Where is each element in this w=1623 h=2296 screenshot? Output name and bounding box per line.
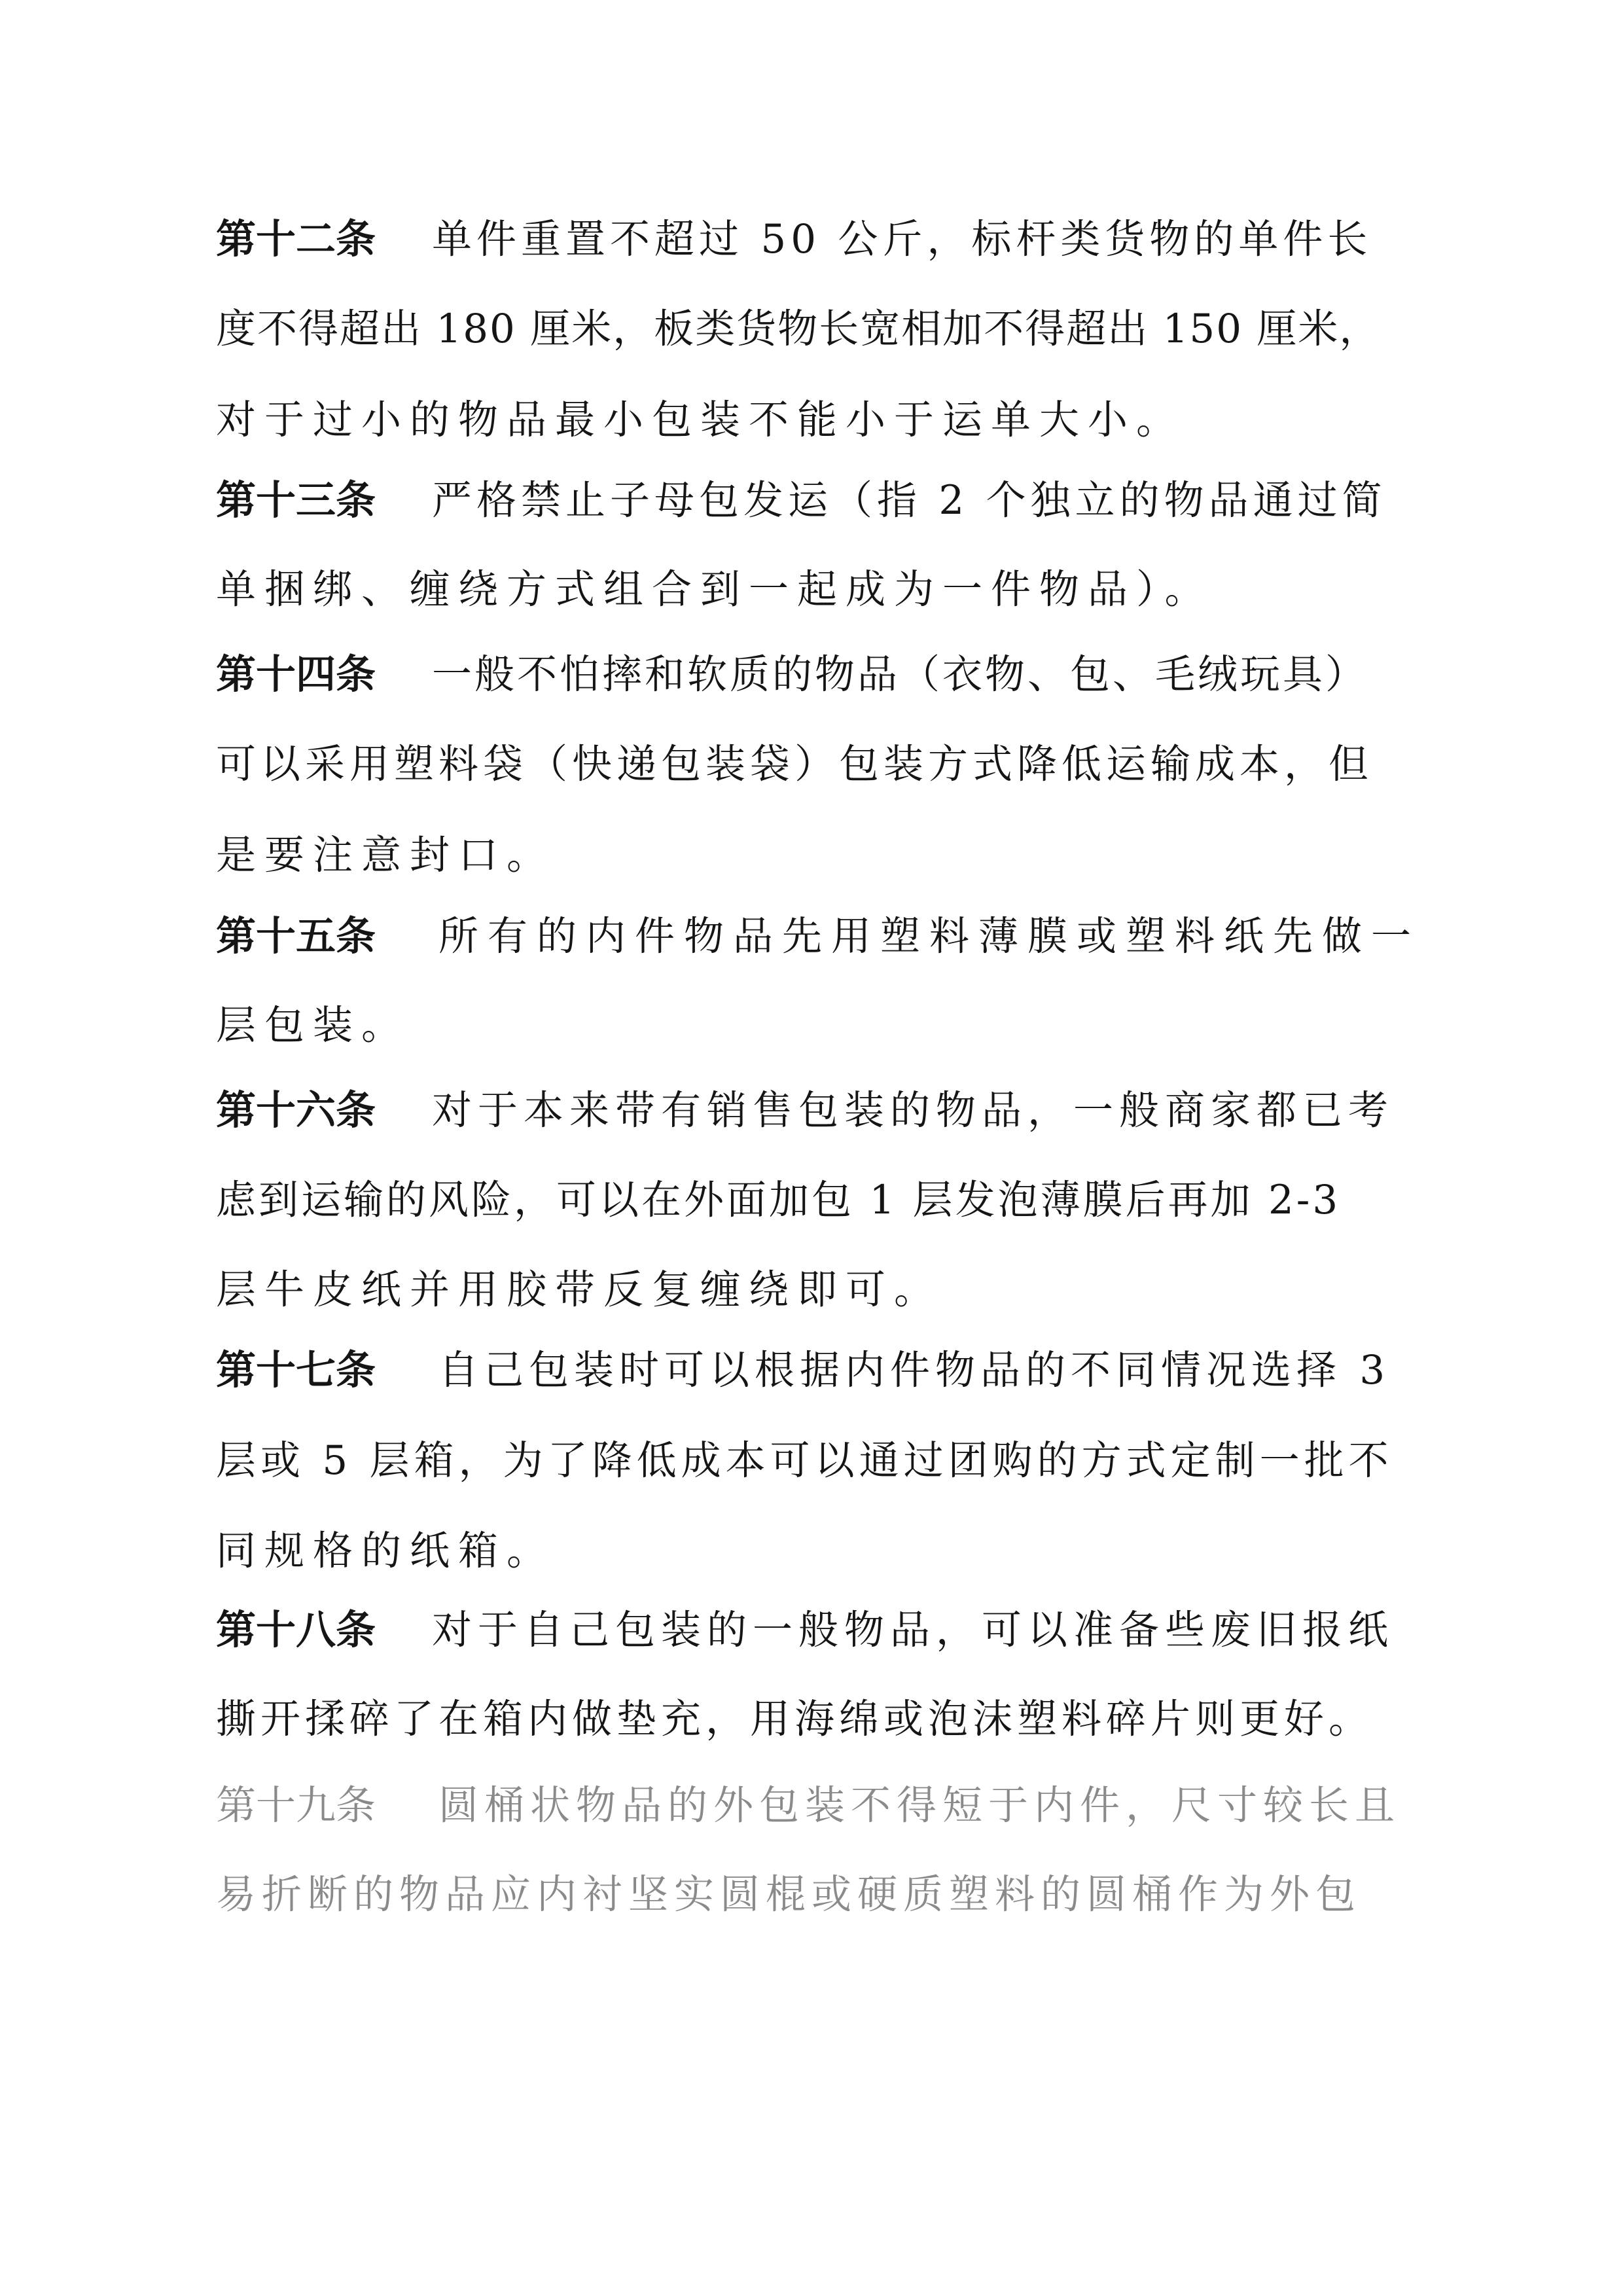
article-15 (216, 913, 1421, 1054)
article-17-line-1: 自己包装时可以根据内件物品的不同情况选择 3 (438, 1347, 1391, 1393)
article-13-line-1: 严格禁止子母包发运（指 2 个独立的物品通过简 (432, 477, 1387, 524)
article-14-label: 第十四条 (216, 651, 376, 698)
article-14-line-3: 是要注意封口。 (216, 832, 556, 878)
article-14-line-2: 可以采用塑料袋（快递包装袋）包装方式降低运输成本，但 (216, 741, 1374, 787)
article-17-line-3: 同规格的纸箱。 (216, 1528, 556, 1574)
article-18 (216, 1607, 1395, 1748)
article-12-label: 第十二条 (216, 216, 376, 262)
article-16-line-1: 对于本来带有销售包装的物品，一般商家都已考 (432, 1087, 1395, 1134)
article-19 (216, 1782, 1401, 1923)
article-18-label: 第十八条 (216, 1607, 376, 1653)
article-17-label: 第十七条 (216, 1347, 376, 1393)
article-19-line-2: 易折断的物品应内衬坚实圆棍或硬质塑料的圆桶作为外包 (216, 1871, 1362, 1918)
article-13 (216, 477, 1387, 618)
article-16-line-2: 虑到运输的风险，可以在外面加包 1 层发泡薄膜后再加 2-3 (216, 1177, 1341, 1223)
article-16-label: 第十六条 (216, 1087, 376, 1134)
article-16-line-3: 层牛皮纸并用胶带反复缠绕即可。 (216, 1266, 943, 1313)
article-12-line-1: 单件重置不超过 50 公斤，标杆类货物的单件长 (432, 216, 1372, 262)
article-17-line-2: 层或 5 层箱，为了降低成本可以通过团购的方式定制一批不 (216, 1437, 1393, 1484)
article-17 (216, 1347, 1393, 1574)
article-19-line-1: 圆桶状物品的外包装不得短于内件，尺寸较长且 (438, 1782, 1401, 1829)
article-14-line-1: 一般不怕摔和软质的物品（衣物、包、毛绒玩具） (432, 651, 1368, 698)
article-13-label: 第十三条 (216, 477, 376, 524)
article-12-line-3: 对于过小的物品最小包装不能小于运单大小。 (216, 397, 1185, 443)
article-13-line-2: 单捆绑、缠绕方式组合到一起成为一件物品）。 (216, 566, 1213, 613)
article-15-line-1: 所有的内件物品先用塑料薄膜或塑料纸先做一 (438, 913, 1421, 960)
article-19-label: 第十九条 (216, 1782, 376, 1829)
article-12 (216, 216, 1387, 443)
article-15-line-2: 层包装。 (216, 1002, 410, 1049)
article-16 (216, 1087, 1395, 1313)
article-18-line-2: 撕开揉碎了在箱内做垫充，用海绵或泡沫塑料碎片则更好。 (216, 1696, 1374, 1742)
article-12-line-2: 度不得超出 180 厘米，板类货物长宽相加不得超出 150 厘米， (216, 306, 1381, 352)
article-14 (216, 651, 1387, 878)
article-18-line-1: 对于自己包装的一般物品，可以准备些废旧报纸 (432, 1607, 1395, 1653)
article-15-label: 第十五条 (216, 913, 376, 960)
